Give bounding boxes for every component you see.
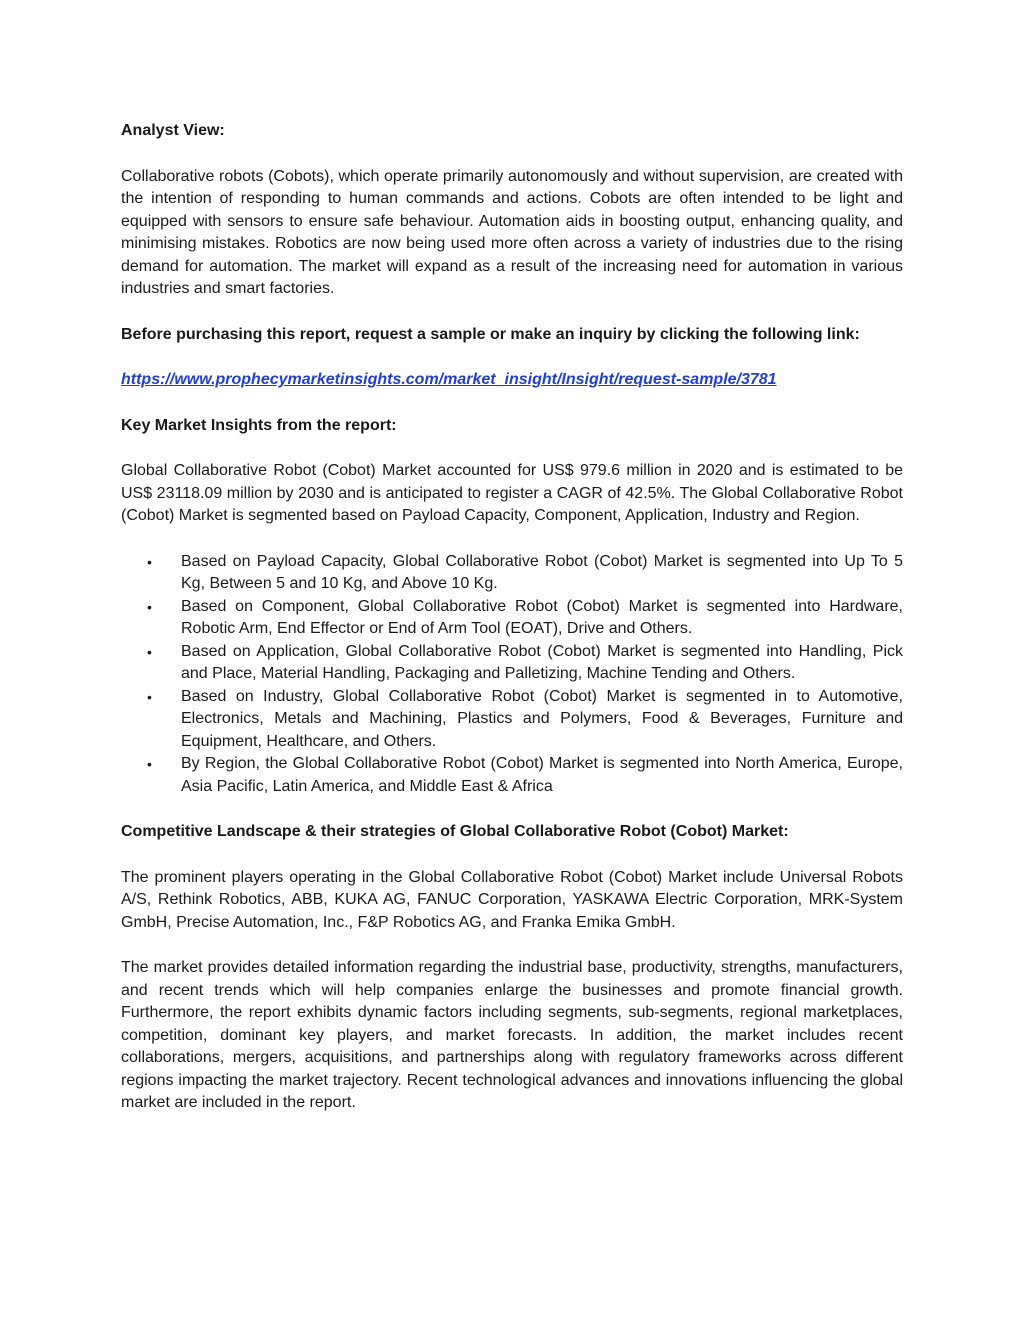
competitive-landscape-paragraph: The prominent players operating in the Global Collaborative Robot (Cobot) Market include Universal Robots A/S, Rethink Robotics, ABB, KUKA AG, FANUC Corporation, YASKAWA Electric Corporation, MRK-System GmbH, Precise Automation, Inc., F&P Robotics AG, and Franka Emika GmbH. xyxy=(121,868,903,931)
request-sample-link[interactable]: https://www.prophecymarketinsights.com/market_insight/Insight/request-sample/3781 xyxy=(121,371,777,388)
list-item-text: Based on Application, Global Collaborative Robot (Cobot) Market is segmented into Handling, Pick and Place, Material Handling, Packaging and Palletizing, Machine Tending and Others. xyxy=(181,642,903,682)
key-insights-heading: Key Market Insights from the report: xyxy=(121,416,397,434)
list-item xyxy=(147,686,903,754)
document-page xyxy=(121,120,903,1138)
list-item-text: Based on Payload Capacity, Global Collaborative Robot (Cobot) Market is segmented into Up To 5 Kg, Between 5 and 10 Kg, and Above 10 Kg. xyxy=(181,552,903,592)
list-item xyxy=(147,596,903,641)
list-item-text: Based on Component, Global Collaborative Robot (Cobot) Market is segmented into Hardware, Robotic Arm, End Effector or End of Arm Tool (EOAT), Drive and Others. xyxy=(181,597,903,637)
list-item-text: Based on Industry, Global Collaborative Robot (Cobot) Market is segmented in to Automotive, Electronics, Metals and Machining, Plastics and Polymers, Food & Beverages, Furniture and Equipment, Healthcare, and Others. xyxy=(181,687,903,750)
bullet-icon: • xyxy=(147,643,152,660)
segmentation-list xyxy=(121,551,903,799)
analyst-view-paragraph: Collaborative robots (Cobots), which operate primarily autonomously and without supervision, are created with the intention of responding to human commands and actions. Cobots are often intended to be light and equipped with sensors to ensure safe behaviour. Automation aids in boosting output, enhancing quality, and minimising mistakes. Robotics are now being used more often across a variety of industries due to the rising demand for automation. The market will expand as a result of the increasing need for automation in various industries and smart factories. xyxy=(121,167,903,297)
list-item xyxy=(147,753,903,798)
list-item xyxy=(147,641,903,686)
market-overview-paragraph: The market provides detailed information regarding the industrial base, productivity, strengths, manufacturers, and recent trends which will help companies enlarge the businesses and promote financial growth. Furthermore, the report exhibits dynamic factors including segments, sub-segments, regional marketplaces, competition, dominant key players, and market forecasts. In addition, the market includes recent collaborations, mergers, acquisitions, and partnerships along with regulatory frameworks across different regions impacting the market trajectory. Recent technological advances and innovations influencing the global market are included in the report. xyxy=(121,959,903,1111)
sample-request-heading: Before purchasing this report, request a sample or make an inquiry by clicking the following link: xyxy=(121,325,860,343)
bullet-icon: • xyxy=(147,756,152,772)
analyst-view-heading: Analyst View: xyxy=(121,122,225,139)
list-item xyxy=(147,551,903,596)
bullet-icon: • xyxy=(147,553,152,570)
competitive-landscape-heading: Competitive Landscape & their strategies of Global Collaborative Robot (Cobot) Market: xyxy=(121,823,789,840)
list-item-text: By Region, the Global Collaborative Robot (Cobot) Market is segmented into North America, Europe, Asia Pacific, Latin America, and Middle East & Africa xyxy=(181,755,903,795)
bullet-icon: • xyxy=(147,598,152,615)
key-insights-paragraph: Global Collaborative Robot (Cobot) Market accounted for US$ 979.6 million in 2020 and is estimated to be US$ 23118.09 million by 2030 and is anticipated to register a CAGR of 42.5%. The Global Collaborative Robot (Cobot) Market is segmented based on Payload Capacity, Component, Application, Industry and Region. xyxy=(121,462,903,524)
bullet-icon: • xyxy=(147,688,152,705)
